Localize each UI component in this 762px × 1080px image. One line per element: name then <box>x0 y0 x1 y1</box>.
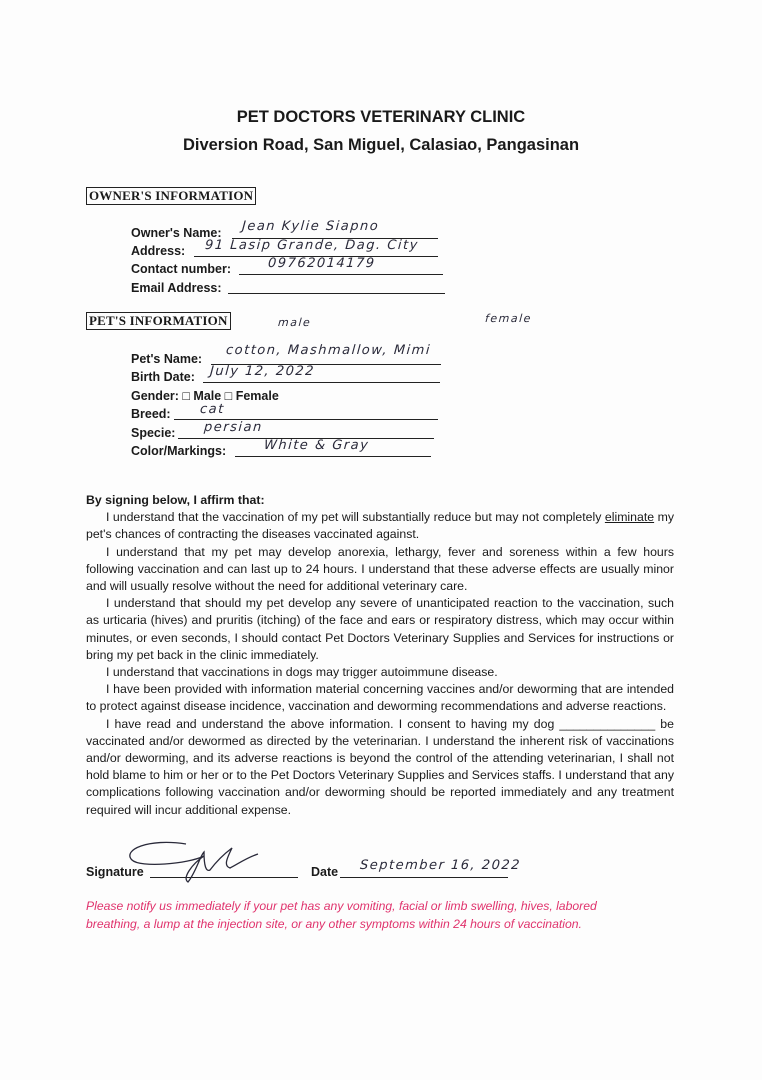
owner-contact-line <box>239 274 443 275</box>
owner-email-line <box>228 293 445 294</box>
signature-label: Signature <box>86 865 144 879</box>
consent-paragraph-3: I understand that should my pet develop any severe of unanticipated reaction to the vaccination, such as urticaria (hives) and pruritis (itching) of the face and ears or respiratory distress, which may occur within minutes, or even seconds, I should contact Pet Doctors Veterinary Supplies and Services for instructions or bring my pet back in the clinic immediately. <box>86 596 674 662</box>
consent-p1-part-a: I understand that the vaccination of my pet will substantially reduce but may not completely <box>106 510 605 525</box>
consent-paragraph-5: I have been provided with information material concerning vaccines and/or deworming that are intended to protect against disease incidence, vaccination and deworming recommendations and adverse reactions. <box>86 682 674 714</box>
date-line <box>340 877 508 878</box>
consent-p1-part-b: my pet's chances of contracting the diseases vaccinated against. <box>86 510 675 542</box>
pet-name-note-female: female <box>484 312 533 325</box>
pet-color-label: Color/Markings: <box>131 444 227 458</box>
consent-paragraph-2: I understand that my pet may develop anorexia, lethargy, fever and soreness within a few hours following vaccination and can last up to 24 hours. I understand that these adverse effects are usually minor and will usually resolve without the need for additional veterinary care. <box>86 544 674 594</box>
pet-breed-label: Breed: <box>131 407 171 421</box>
pet-name-label: Pet's Name: <box>131 352 203 366</box>
owner-section-title: OWNER'S INFORMATION <box>86 187 256 205</box>
notice-text: Please notify us immediately if your pet has any vomiting, facial or limb swelling, hives, labored breathing, a lump at the injection site, or any other symptoms within 24 hours of vaccination. <box>86 899 597 931</box>
consent-paragraph-4: I understand that vaccinations in dogs may trigger autoimmune disease. <box>106 665 498 680</box>
clinic-name: PET DOCTORS VETERINARY CLINIC <box>236 108 526 126</box>
owner-name-label: Owner's Name: <box>131 226 222 240</box>
pet-breed-value: cat <box>199 402 226 417</box>
consent-paragraph-6: I have read and understand the above information. I consent to having my dog ______________ be vaccinated and/or dewormed as directed by the veterinarian. I understand the inherent risk of vaccinations and/or deworming, and its adverse reactions is beyond the control of the attending veterinarian, I shall not hold blame to him or her or to the Pet Doctors Veterinary Supplies and Services staffs. I understand that any complications following vaccination and/or deworming should be reported immediately and any treatment required will incur additional expense. <box>86 716 674 817</box>
consent-paragraph-1 <box>86 509 674 543</box>
date-label: Date <box>311 865 339 879</box>
owner-contact-value: 09762014179 <box>267 256 377 271</box>
clinic-address: Diversion Road, San Miguel, Calasiao, Pangasinan <box>182 136 580 154</box>
pet-section-title: PET'S INFORMATION <box>86 312 231 330</box>
signature-drawing <box>118 832 268 887</box>
pet-birth-line <box>203 382 440 383</box>
consent-text <box>86 492 674 819</box>
pet-gender-label: Gender: □ Male □ Female <box>131 389 279 403</box>
pet-color-line <box>235 456 431 457</box>
pet-birth-label: Birth Date: <box>131 370 195 384</box>
pet-birth-value: July 12, 2022 <box>209 364 316 379</box>
owner-name-value: Jean Kylie Siapno <box>241 219 380 234</box>
consent-intro: By signing below, I affirm that: <box>86 493 265 507</box>
pet-color-value: White & Gray <box>263 438 370 453</box>
owner-email-label: Email Address: <box>131 281 222 295</box>
owner-contact-label: Contact number: <box>131 262 231 276</box>
owner-address-label: Address: <box>131 244 186 258</box>
consent-p1-underlined: eliminate <box>604 510 655 525</box>
owner-address-value: 91 Lasip Grande, Dag. City <box>204 238 420 253</box>
date-value: September 16, 2022 <box>359 858 522 873</box>
pet-specie-label: Specie: <box>131 426 176 440</box>
pet-specie-value: persian <box>203 420 264 435</box>
pet-name-value: cotton, Mashmallow, Mimi <box>225 343 432 358</box>
pet-name-note-male: male <box>277 316 312 329</box>
